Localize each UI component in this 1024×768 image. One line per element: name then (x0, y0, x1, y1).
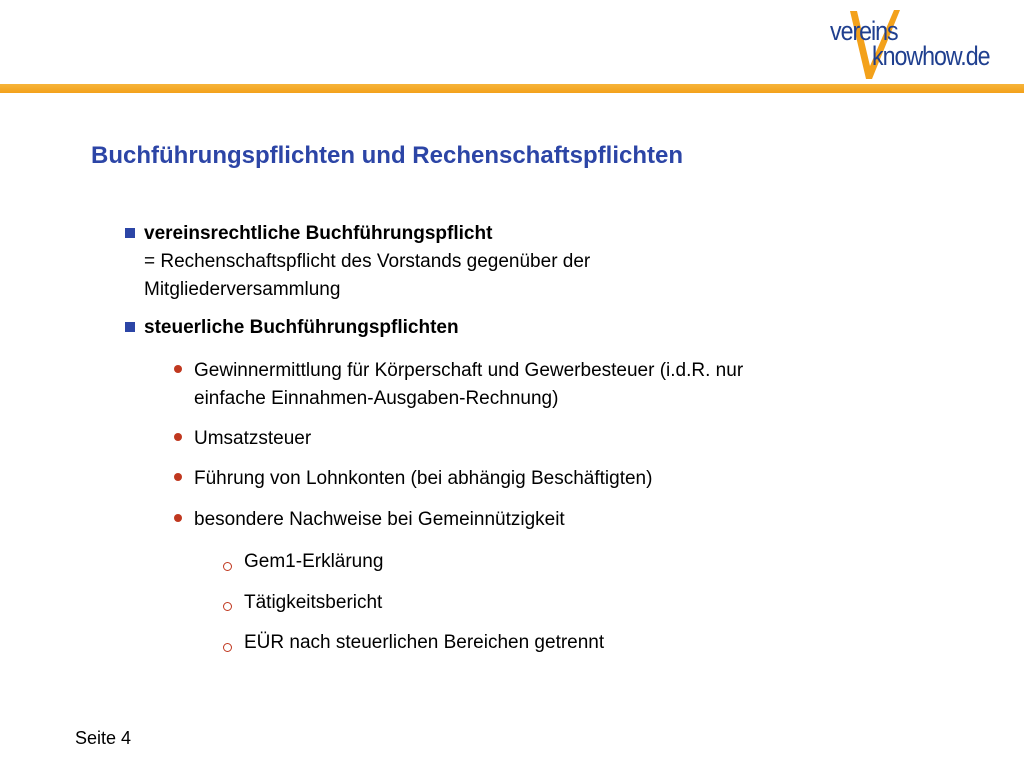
list-item-vereinsrechtlich-detail-line2: Mitgliederversammlung (144, 279, 341, 300)
dot-bullet-icon (174, 473, 182, 481)
dot-bullet-icon (174, 433, 182, 441)
list-item-taetigkeitsbericht: Tätigkeitsbericht (244, 592, 383, 613)
list-item-gewinnermittlung-line2: einfache Einnahmen-Ausgaben-Rechnung) (194, 388, 559, 409)
list-item-gem1: Gem1-Erklärung (244, 551, 384, 572)
list-item-umsatzsteuer: Umsatzsteuer (194, 428, 312, 449)
dot-bullet-icon (174, 514, 182, 522)
header-accent-bar (0, 84, 1024, 93)
square-bullet-icon (125, 322, 135, 332)
list-item-vereinsrechtlich-detail-line1: = Rechenschaftspflicht des Vorstands gegenüber der (144, 251, 591, 272)
square-bullet-icon (125, 228, 135, 238)
list-item-steuerlich-title: steuerliche Buchführungspflichten (144, 317, 459, 338)
page-number: Seite 4 (75, 728, 132, 748)
ring-bullet-icon (223, 602, 232, 611)
ring-bullet-icon (223, 562, 232, 571)
dot-bullet-icon (174, 365, 182, 373)
list-item-gemeinnuetzigkeit: besondere Nachweise bei Gemeinnützigkeit (194, 509, 565, 530)
vereinsknowhow-logo (822, 8, 1018, 84)
slide-title: Buchführungspflichten und Rechenschaftspflichten (91, 142, 684, 169)
ring-bullet-icon (223, 643, 232, 652)
logo-word-knowhow: knowhow.de (872, 41, 990, 71)
list-item-lohnkonten: Führung von Lohnkonten (bei abhängig Beschäftigten) (194, 468, 653, 489)
logo-word-vereins: vereins (830, 16, 898, 46)
list-item-vereinsrechtlich-title: vereinsrechtliche Buchführungspflicht (144, 223, 493, 244)
list-item-euer: EÜR nach steuerlichen Bereichen getrennt (244, 632, 605, 653)
list-item-gewinnermittlung-line1: Gewinnermittlung für Körperschaft und Gewerbesteuer (i.d.R. nur (194, 360, 744, 381)
